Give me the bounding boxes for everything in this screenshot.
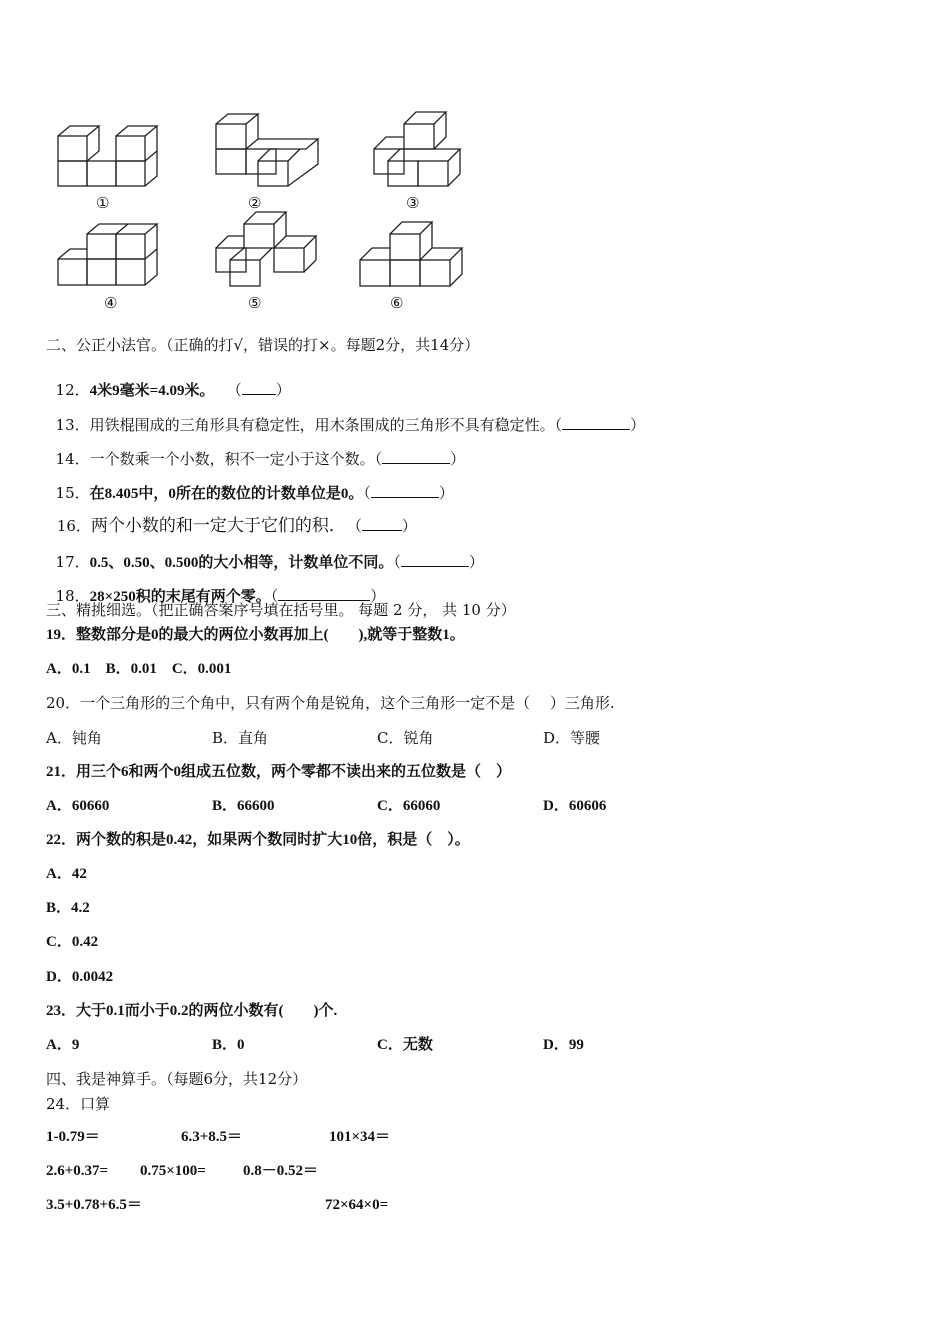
- q17-answer-blank[interactable]: [401, 552, 469, 567]
- q14-close: ）: [450, 450, 466, 468]
- q21-option-a[interactable]: A．60660: [46, 798, 110, 814]
- q14-text: 一个数乘一个小数，积不一定小于这个数。: [89, 450, 375, 468]
- q13-answer-blank[interactable]: [562, 415, 630, 430]
- section3-header: 三、精挑细选。（把正确答案序号填在括号里。 每题 2 分， 共 10 分）: [46, 601, 516, 619]
- q23-option-b[interactable]: B．0: [212, 1037, 245, 1053]
- calc-row1-item1: 1-0.79＝: [46, 1129, 100, 1145]
- q17-number: 17．: [55, 553, 90, 571]
- calc-row3-item2: 72×64×0=: [325, 1197, 389, 1213]
- q23-option-a[interactable]: A．9: [46, 1037, 80, 1053]
- figure-label-3: ③: [406, 194, 420, 212]
- q21-option-b[interactable]: B．66600: [212, 798, 275, 814]
- cube-figure-1: [56, 122, 162, 190]
- q20-option-a[interactable]: A．钝角: [46, 729, 102, 747]
- question-23: 23．大于0.1而小于0.2的两位小数有( )个.: [46, 1003, 338, 1019]
- q18-text: 28×250积的末尾有两个零。: [89, 589, 271, 605]
- q18-number: 18．: [55, 587, 90, 605]
- figure-label-5: ⑤: [248, 294, 262, 312]
- q18-open: （: [270, 587, 279, 605]
- q12-number: 12．: [55, 381, 90, 399]
- q21-option-d[interactable]: D．60606: [543, 798, 607, 814]
- q16-number: 16．: [56, 517, 91, 535]
- q15-text: 在8.405中，0所在的数位的计数单位是0。: [89, 486, 364, 502]
- q18-close: ）: [370, 587, 386, 605]
- calc-row3-item1: 3.5+0.78+6.5＝: [46, 1197, 142, 1213]
- question-24: 24．口算: [46, 1095, 111, 1113]
- q12-answer-blank[interactable]: [242, 380, 276, 395]
- calc-row1-item3: 101×34＝: [329, 1129, 391, 1145]
- question-21: 21．用三个6和两个0组成五位数，两个零都不读出来的五位数是（ ）: [46, 764, 512, 780]
- q13-text: 用铁棍围成的三角形具有稳定性，用木条围成的三角形不具有稳定性。: [89, 416, 555, 434]
- q17-open: （: [393, 553, 401, 571]
- question-22: 22．两个数的积是0.42，如果两个数同时扩大10倍，积是（ ）。: [46, 832, 470, 848]
- calc-row1-item2: 6.3+8.5＝: [181, 1129, 243, 1145]
- cube-figure-3: [372, 108, 466, 190]
- q22-option-a[interactable]: A．42: [46, 866, 87, 882]
- question-20: 20．一个三角形的三个角中，只有两个角是锐角，这个三角形一定不是（ ）三角形.: [46, 694, 615, 712]
- q20-option-c[interactable]: C．锐角: [377, 729, 434, 747]
- q17-text: 0.5、0.50、0.500的大小相等，计数单位不同。: [89, 555, 394, 571]
- q16-answer-blank[interactable]: [362, 516, 402, 531]
- q15-open: （: [363, 484, 371, 502]
- q23-option-c[interactable]: C．无数: [377, 1037, 433, 1053]
- q22-option-d[interactable]: D．0.0042: [46, 969, 114, 985]
- q15-number: 15．: [55, 484, 90, 502]
- cube-figure-5: [214, 208, 320, 290]
- q12-close: ）: [275, 381, 291, 399]
- q14-number: 14．: [55, 450, 90, 468]
- q12-text: 4米9毫米=4.09米。: [89, 383, 207, 399]
- q15-close: ）: [438, 484, 454, 502]
- q16-text: 两个小数的和一定大于它们的积．: [90, 516, 338, 536]
- figure-label-6: ⑥: [390, 294, 404, 312]
- question-19: 19．整数部分是0的最大的两位小数再加上( ),就等于整数1。: [46, 627, 465, 643]
- section4-header: 四、我是神算手。（每题6分，共12分）: [46, 1070, 308, 1088]
- figure-label-4: ④: [104, 294, 118, 312]
- cube-figure-4: [56, 222, 162, 290]
- calc-row2-item3: 0.8－0.52＝: [243, 1163, 319, 1179]
- q22-option-c[interactable]: C．0.42: [46, 934, 99, 950]
- cube-figure-2: [214, 110, 320, 190]
- q17-close: ）: [468, 553, 484, 571]
- calc-row2-item2: 0.75×100=: [140, 1163, 206, 1179]
- figure-label-2: ②: [248, 194, 262, 212]
- question-16: [46, 496, 417, 536]
- q14-answer-blank[interactable]: [382, 449, 450, 464]
- q23-option-d[interactable]: D．99: [543, 1037, 584, 1053]
- q13-number: 13．: [55, 416, 90, 434]
- section2-header: 二、公正小法官。（正确的打√，错误的打×。每题2分，共14分）: [46, 336, 480, 354]
- q18-answer-blank[interactable]: [278, 586, 370, 601]
- cube-figure-6: [358, 220, 464, 290]
- q16-open: （: [354, 517, 362, 535]
- q14-open: （: [374, 450, 383, 468]
- calc-row2-item1: 2.6+0.37=: [46, 1163, 109, 1179]
- q20-option-b[interactable]: B．直角: [212, 729, 269, 747]
- q19-options: A．0.1 B．0.01 C．0.001: [46, 661, 232, 677]
- q20-option-d[interactable]: D．等腰: [543, 729, 601, 747]
- q13-open: （: [554, 416, 563, 434]
- q22-option-b[interactable]: B．4.2: [46, 900, 90, 916]
- figure-label-1: ①: [96, 194, 110, 212]
- q12-open: （: [226, 381, 242, 399]
- q21-option-c[interactable]: C．66060: [377, 798, 441, 814]
- q13-close: ）: [630, 416, 646, 434]
- q16-close: ）: [401, 517, 417, 535]
